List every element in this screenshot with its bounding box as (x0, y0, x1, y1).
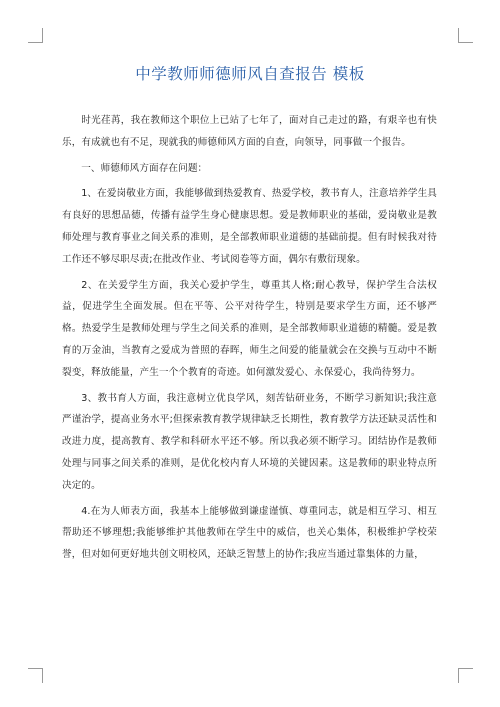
paragraph-item-1: 1、在爱岗敬业方面，我能够做到热爱教育、热爱学校，教书育人，注意培养学生具有良好的思想品德，传播有益学生身心健康思想。爱是教师职业的基础，爱岗敬业是教师处理与教育事业之间关系的准则，是全部教师职业道德的基础前提。但有时候我对待工作还不够尽职尽责;在批改作业、考试阅卷等方面，偶尔有敷衍现象。 (62, 188, 437, 265)
paragraph-item-2: 2、在关爱学生方面，我关心爱护学生，尊重其人格;耐心教导，保护学生合法权益，促进学生全面发展。但在平等、公平对待学生，特别是要求学生方面，还不够严格。热爱学生是教师处理与学生之间关系的准则，是全部教师职业道德的精髓。爱是教育的万金油，当教育之爱成为普照的春晖，师生之间爱的能量就会在交换与互动中不断裂变，释放能量，产生一个个教育的奇迹。如何激发爱心、永保爱心，我尚待努力。 (62, 279, 437, 378)
crop-mark-top-right (458, 28, 473, 43)
document-body (62, 110, 437, 570)
paragraph-item-3: 3、教书育人方面，我注意树立优良学风，刻苦钻研业务，不断学习新知识;我注意严谨治学，提高业务水平;但探索教育教学规律缺乏长期性，教育教学方法还缺灵活性和改进力度，提高教育、教学和科研水平还不够。所以我必须不断学习。团结协作是教师处理与同事之间关系的准则，是优化校内育人环境的关键因素。这是教师的职业特点所决定的。 (62, 392, 437, 491)
crop-mark-bottom-right (458, 668, 473, 683)
crop-mark-top-left (28, 28, 43, 43)
paragraph-intro: 时光荏苒，我在教师这个职位上已站了七年了，面对自己走过的路，有艰辛也有快乐，有成就也有不足，现就我的师德师风方面的自查，向领导，同事做一个报告。 (62, 115, 437, 148)
crop-mark-bottom-left (28, 668, 43, 683)
paragraph-section-heading: 一、师德师风方面存在问题： (81, 162, 208, 174)
paragraph-item-4: 4.在为人师表方面，我基本上能够做到谦虚谨慎、尊重同志，就是相互学习、相互帮助还不够理想;我能够维护其他教师在学生中的威信，也关心集体，积极维护学校荣誉，但对如何更好地共创文明校风，还缺乏智慧上的协作;我应当通过靠集体的力量， (62, 505, 437, 561)
document-title: 中学教师师德师风自查报告 模板 (135, 65, 365, 83)
